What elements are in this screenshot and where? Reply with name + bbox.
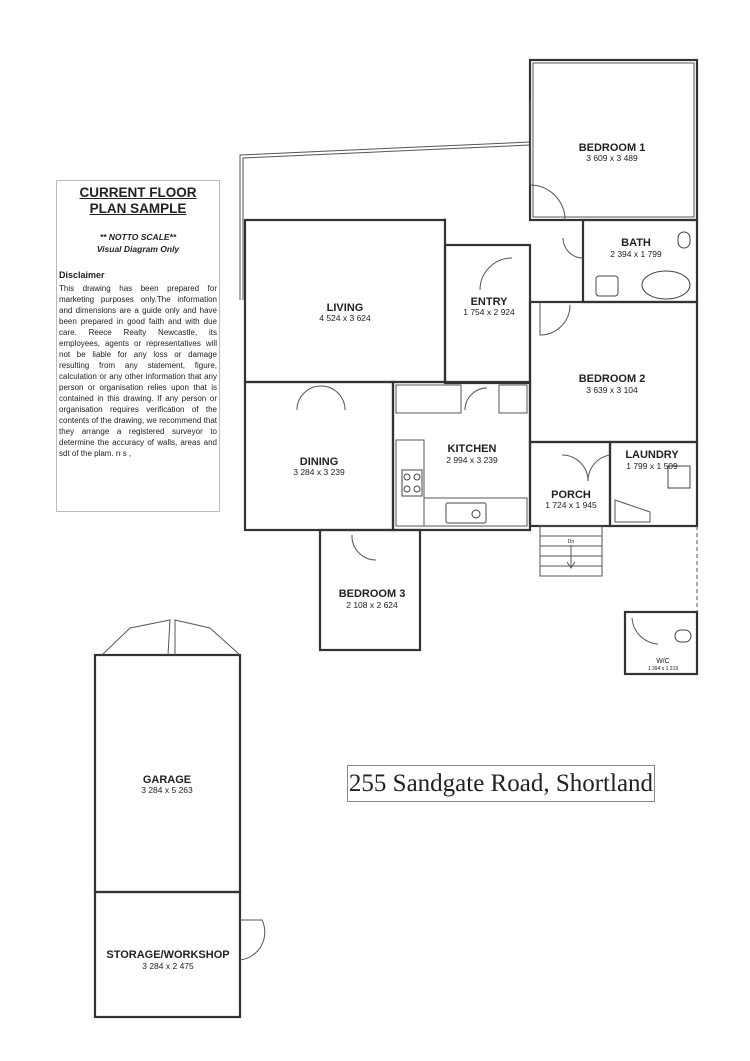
dims-kitchen: 2 994 x 3 239 bbox=[446, 455, 498, 465]
disclaimer-text: This drawing has been prepared for marketing purposes only.The information and dimensions are a guide only and have been prepared in good faith and with due care. Reece Realty Newcastle, its employees, agents or representatives will not be liable for any loss or damage resulting from any statement, figure, calculation or any other information that any person or organisation relies upon that is contained in this drawing. If any person or organisation requires verification of the contents of the drawing, we recommend that they arrange a registered surveyor to determine the accuracy of walls, areas and sdt of the plam. n s , bbox=[59, 284, 217, 458]
room-wc bbox=[625, 526, 697, 674]
dims-bedroom-1: 3 609 x 3 489 bbox=[586, 153, 638, 163]
scale-note-line-2: Visual Diagram Only bbox=[96, 244, 180, 254]
dims-bedroom-3: 2 108 x 2 624 bbox=[346, 600, 398, 610]
label-entry: ENTRY bbox=[470, 296, 508, 308]
dims-dining: 3 284 x 3 239 bbox=[293, 467, 345, 477]
disclaimer-heading: Disclaimer bbox=[59, 270, 105, 280]
scale-note-line-1: ** NOTTO SCALE** bbox=[99, 232, 177, 242]
cooktop-icon bbox=[402, 470, 422, 496]
dims-living: 4 524 x 3 624 bbox=[319, 313, 371, 323]
room-living bbox=[245, 220, 445, 382]
dims-storage-workshop: 3 284 x 2 475 bbox=[142, 961, 194, 971]
floor-plan-info-panel bbox=[56, 180, 220, 512]
label-garage: GARAGE bbox=[142, 774, 192, 786]
label-kitchen: KITCHEN bbox=[447, 443, 497, 455]
title-line-2: PLAN SAMPLE bbox=[89, 201, 187, 216]
dims-bedroom-2: 3 639 x 3 104 bbox=[586, 385, 638, 395]
dims-wc: 1 394 x 1 319 bbox=[647, 666, 679, 672]
label-wc: W/C bbox=[656, 658, 670, 665]
room-porch bbox=[530, 442, 610, 526]
label-bedroom-2: BEDROOM 2 bbox=[578, 373, 646, 385]
wc-toilet-icon bbox=[675, 630, 691, 642]
property-address: 255 Sandgate Road, Shortland bbox=[347, 765, 655, 802]
stairs-down-label: Dn bbox=[567, 539, 575, 545]
toilet-icon bbox=[678, 232, 690, 248]
label-bedroom-1: BEDROOM 1 bbox=[578, 142, 646, 154]
room-garage bbox=[95, 620, 240, 892]
scale-note bbox=[59, 231, 217, 255]
label-porch: PORCH bbox=[551, 489, 591, 501]
label-laundry: LAUNDRY bbox=[625, 449, 679, 461]
label-bedroom-3: BEDROOM 3 bbox=[338, 588, 406, 600]
label-dining: DINING bbox=[299, 456, 339, 468]
dims-entry: 1 754 x 2 924 bbox=[463, 307, 515, 317]
dims-laundry: 1 799 x 1 509 bbox=[626, 461, 678, 471]
porch-steps bbox=[540, 526, 602, 576]
room-bedroom-1 bbox=[530, 60, 697, 220]
vanity-icon bbox=[596, 276, 618, 296]
floor-plan-title bbox=[59, 185, 217, 217]
label-bath: BATH bbox=[621, 237, 651, 249]
dims-bath: 2 394 x 1 799 bbox=[610, 249, 662, 259]
bathtub-icon bbox=[642, 271, 690, 299]
label-storage-workshop: STORAGE/WORKSHOP bbox=[106, 949, 230, 961]
dims-garage: 3 284 x 5 263 bbox=[141, 785, 193, 795]
label-living: LIVING bbox=[326, 302, 364, 314]
room-bath bbox=[563, 220, 697, 302]
room-bedroom-2 bbox=[530, 302, 697, 442]
dims-porch: 1 724 x 1 945 bbox=[545, 500, 597, 510]
title-line-1: CURRENT FLOOR bbox=[79, 185, 197, 200]
